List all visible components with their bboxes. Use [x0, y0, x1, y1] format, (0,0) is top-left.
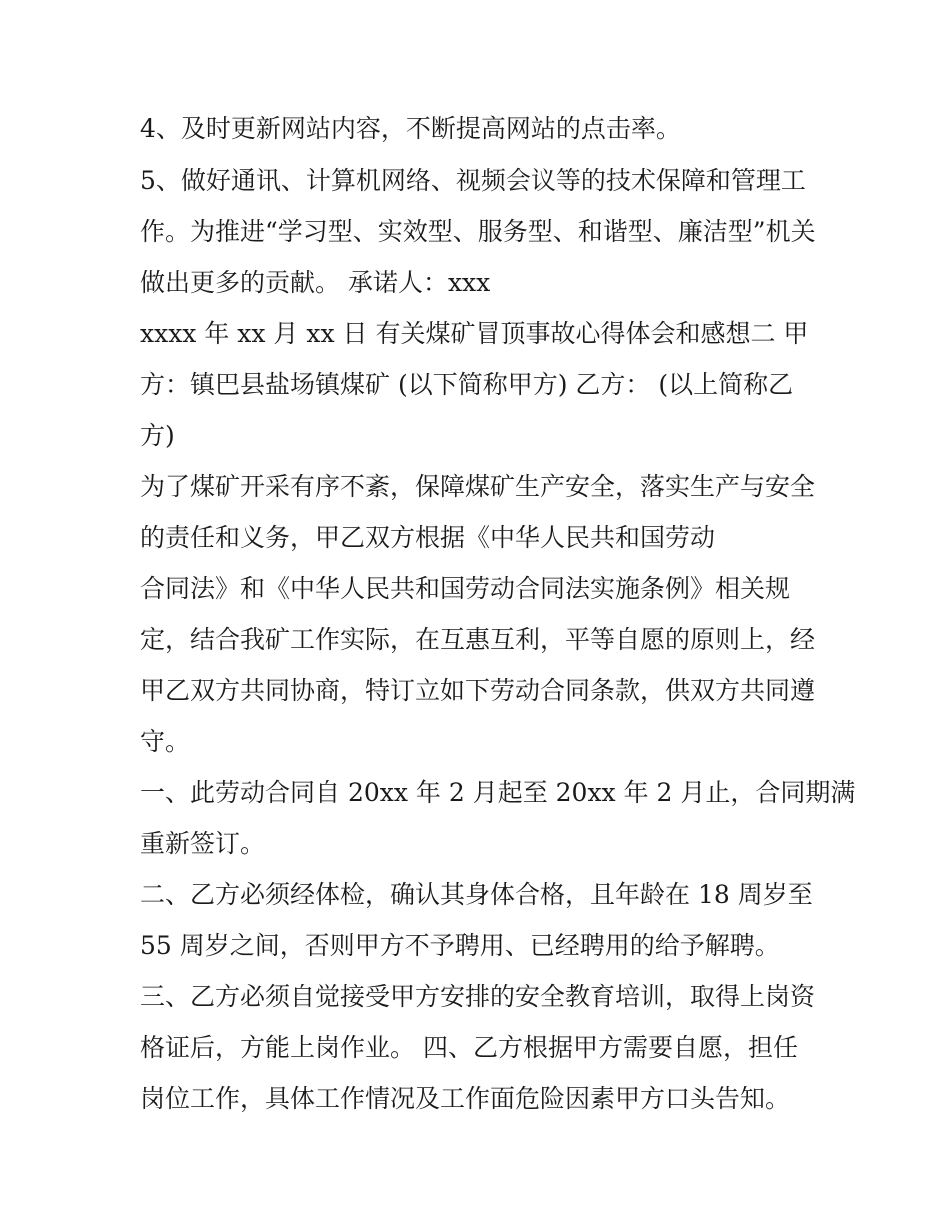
text-line: 方)	[140, 421, 175, 450]
text-line: 5、做好通讯、计算机网络、视频会议等的技术保障和管理工	[140, 166, 806, 195]
text-line: 定，结合我矿工作实际，在互惠互利，平等自愿的原则上，经	[140, 625, 816, 654]
text-line: 三、乙方必须自觉接受甲方安排的安全教育培训，取得上岗资	[140, 982, 816, 1011]
text-line: 55 周岁之间，否则甲方不予聘用、已经聘用的给予解聘。	[140, 931, 780, 960]
text-line: xxxx 年 xx 月 xx 日 有关煤矿冒顶事故心得体会和感想二 甲	[140, 319, 809, 348]
text-line: 二、乙方必须经体检，确认其身体合格，且年龄在 18 周岁至	[140, 880, 813, 909]
text-line: 一、此劳动合同自 20xx 年 2 月起至 20xx 年 2 月止，合同期满	[140, 778, 856, 807]
text-line: 合同法》和《中华人民共和国劳动合同法实施条例》相关规	[140, 574, 791, 603]
text-line: 4、及时更新网站内容，不断提高网站的点击率。	[140, 114, 681, 143]
text-line: 重新签订。	[140, 829, 266, 858]
text-line: 作。为推进“学习型、实效型、服务型、和谐型、廉洁型”机关	[140, 217, 816, 246]
text-line: 做出更多的贡献。 承诺人：xxx	[140, 268, 491, 297]
text-line: 格证后，方能上岗作业。 四、乙方根据甲方需要自愿，担任	[140, 1033, 798, 1062]
text-line: 的责任和义务，甲乙双方根据《中华人民共和国劳动	[140, 523, 716, 552]
text-line: 方：镇巴县盐场镇煤矿 (以下简称甲方) 乙方： (以上简称乙	[140, 370, 794, 399]
text-line: 为了煤矿开采有序不紊，保障煤矿生产安全，落实生产与安全	[140, 472, 816, 501]
text-line: 甲乙双方共同协商，特订立如下劳动合同条款，供双方共同遵	[140, 676, 816, 705]
text-line: 守。	[140, 727, 191, 756]
text-line: 岗位工作，具体工作情况及工作面危险因素甲方口头告知。	[140, 1084, 791, 1113]
